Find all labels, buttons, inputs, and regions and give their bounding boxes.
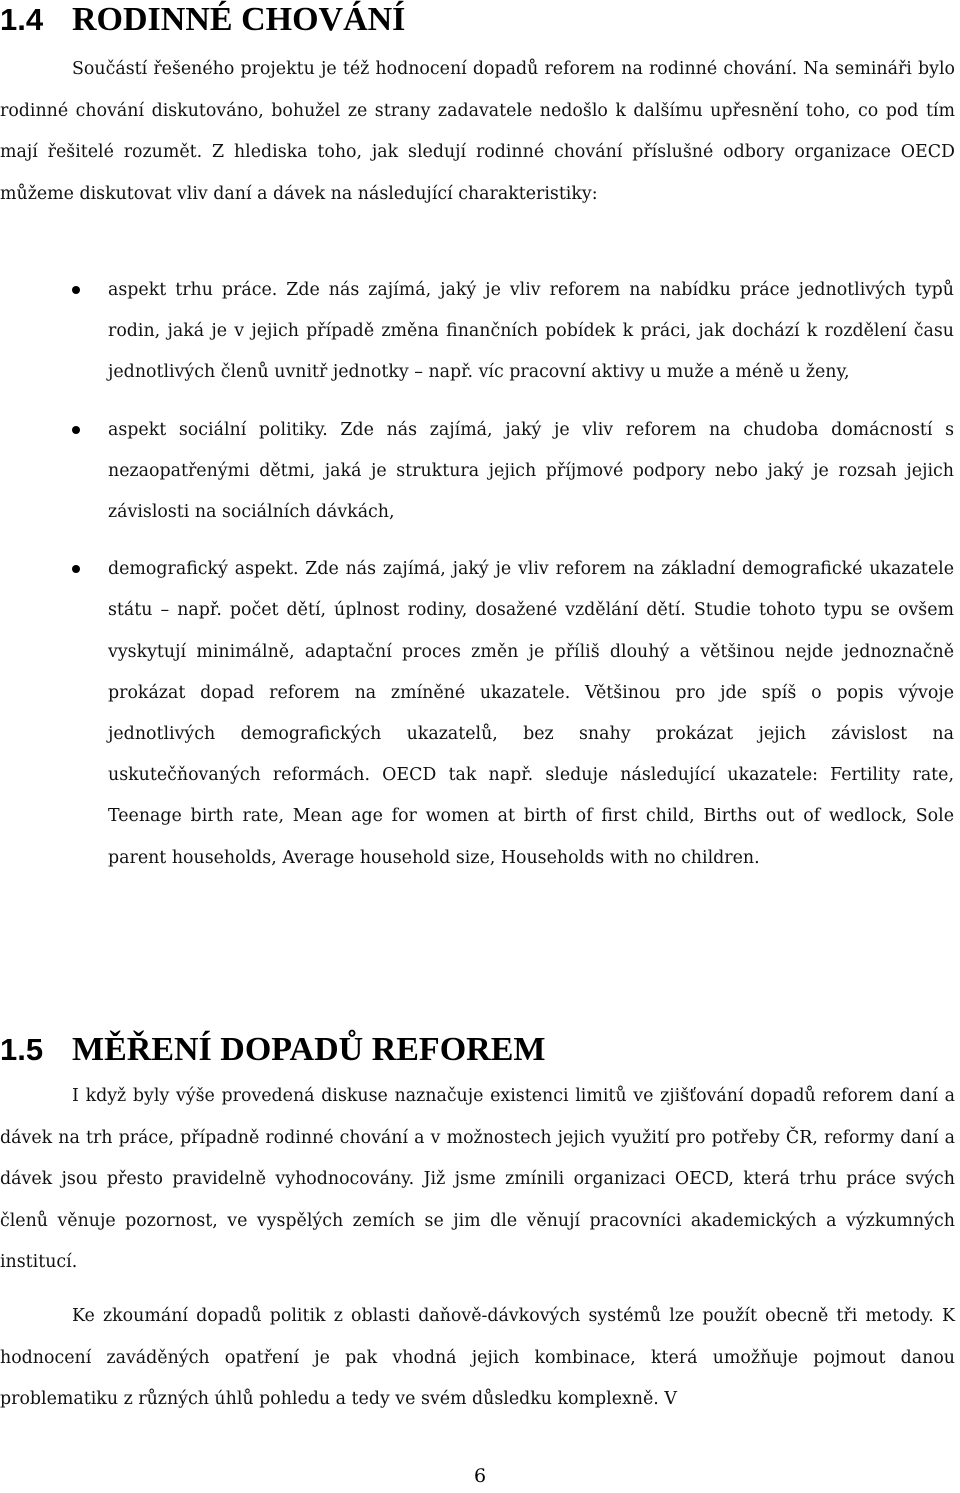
section-number: 1.5 xyxy=(0,1032,44,1067)
body-paragraph: I když byly výše provedená diskuse naznačuje existenci limitů ve zjišťování dopadů reforem daní a dávek na trh práce, případně rodinné chování a v možnostech jejich využití pro potřeby ČR, reformy daní a dávek jsou přesto pravidelně vyhodnocovány. Již jsme zmínili organizaci OECD, která trhu práce svých členů věnuje pozornost, ve vyspělých zemích se jim dle věnují pracovníci akademických a výzkumných institucí. xyxy=(0,1086,955,1273)
list-item xyxy=(0,270,960,394)
body-paragraph: Ke zkoumání dopadů politik z oblasti daňově-dávkových systémů lze použít obecně tři metody. K hodnocení zaváděných opatření je pak vhodná jejich kombinace, která umožňuje pojmout danou problematiku z různých úhlů pohledu a tedy ve svém důsledku komplexně. V xyxy=(0,1306,955,1410)
characteristics-list xyxy=(0,270,960,879)
section-title: MĚŘENÍ DOPADŮ REFOREM xyxy=(72,1031,546,1068)
page-number: 6 xyxy=(473,1465,487,1487)
section-heading-1-4 xyxy=(0,0,405,40)
list-item xyxy=(0,410,960,534)
bullet-icon xyxy=(72,426,80,434)
list-item xyxy=(0,549,960,879)
section-heading-1-5 xyxy=(0,1030,545,1070)
list-item-text: demografický aspekt. Zde nás zajímá, jaký je vliv reforem na základní demografické ukazatele státu – např. počet dětí, úplnost rodiny, dosažené vzdělání dětí. Studie tohoto typu se ovšem vyskytují minimálně, adaptační proces změn je příliš dlouhý a většinou nejde jednoznačně prokázat dopad reforem na zmíněné ukazatele. Většinou pro jde spíš o popis vývoje jednotlivých demografických ukazatelů, bez snahy prokázat jejich závislost na uskutečňovaných reformách. OECD tak např. sleduje následující ukazatele: Fertility rate, Teenage birth rate, Mean age for women at birth of first child, Births out of wedlock, Sole parent households, Average household size, Households with no children. xyxy=(108,559,954,868)
list-item-text: aspekt trhu práce. Zde nás zajímá, jaký je vliv reforem na nabídku práce jednotlivých typů rodin, jaká je v jejich případě změna finančních pobídek k práci, jak dochází k rozdělení času jednotlivých členů uvnitř jednotky – např. víc pracovní aktivy u muže a méně u ženy, xyxy=(108,280,954,383)
section-number: 1.4 xyxy=(0,2,44,37)
list-item-text: aspekt sociální politiky. Zde nás zajímá, jaký je vliv reforem na chudoba domácností s nezaopatřenými dětmi, jaká je struktura jejich příjmové podpory nebo jaký je rozsah jejich závislosti na sociálních dávkách, xyxy=(108,419,954,523)
intro-paragraph: Součástí řešeného projektu je též hodnocení dopadů reforem na rodinné chování. Na semináři bylo rodinné chování diskutováno, bohužel ze strany zadavatele nedošlo k dalšímu upřesnění toho, co pod tím mají řešitelé rozumět. Z hlediska toho, jak sledují rodinné chování příslušné odbory organizace OECD můžeme diskutovat vliv daní a dávek na následující charakteristiky: xyxy=(0,59,955,204)
section-title: RODINNÉ CHOVÁNÍ xyxy=(72,1,406,38)
bullet-icon xyxy=(72,565,80,573)
bullet-icon xyxy=(72,286,80,294)
